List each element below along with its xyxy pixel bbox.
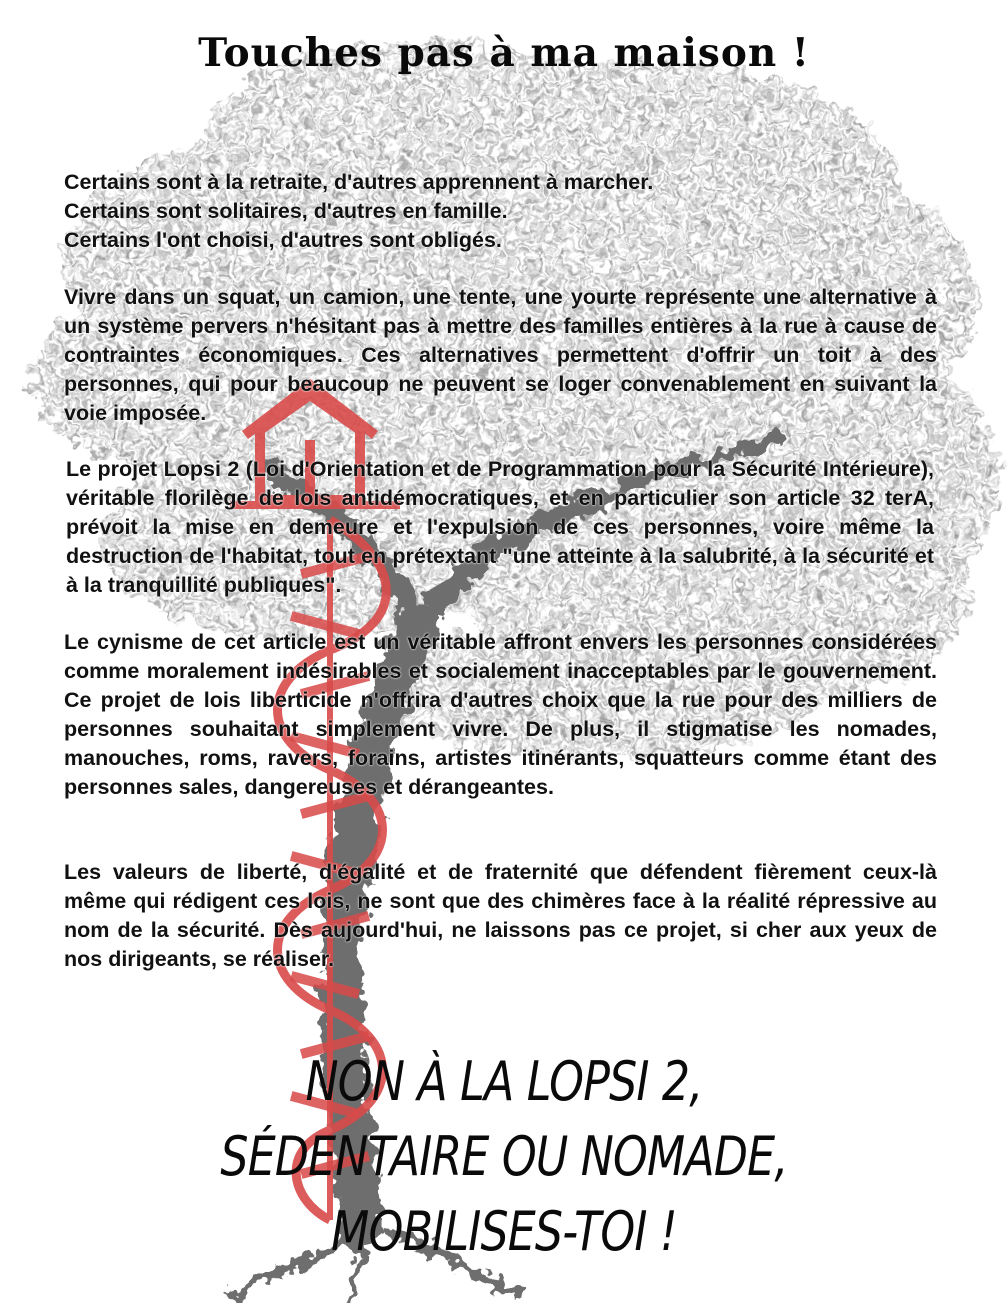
paragraph-cynisme: Le cynisme de cet article est un véritable affront envers les personnes considérées comme moralement indésirables et socialement inacceptables par le gouvernement. Ce projet de lois liberticide n'offrira d'autres choix que la rue pour des milliers de personnes souhaitant simplement vivre. De plus, il stigmatise les nomades, manouches, roms, ravers, forains, artistes itinérants, squatteurs comme étant des personnes sales, dangereuses et dérangeantes. [64, 630, 937, 799]
paragraph-lopsi: Le projet Lopsi 2 (Loi d'Orientation et de Programmation pour la Sécurité Intérieure), véritable florilège de lois antidémocratiques, et en particulier son article 32 terA, prévoit la mise en demeure et l'expulsion de ces personnes, voire même la destruction de l'habitat, tout en prétextant "une atteinte à la salubrité, à la sécurité et à la tranquillité publiques". [66, 457, 934, 597]
paragraph-alternatives: Vivre dans un squat, un camion, une tente, une yourte représente une alternative à un système pervers n'hésitant pas à mettre des familles entières à la rue à cause de contraintes économiques. Ces alternatives permettent d'offrir un toit à des personnes, qui pour beaucoup ne peuvent se loger convenablement en suivant la voie imposée. [64, 285, 937, 425]
slogan-line: SÉDENTAIRE OU NOMADE, [220, 1125, 788, 1188]
paragraph-valeurs: Les valeurs de liberté, d'égalité et de fraternité que défendent fièrement ceux-là même qui rédigent ces lois, ne sont que des chimères face à la réalité répressive au nom de la sécurité. Dès aujourd'hui, ne laissons pas ce projet, si cher aux yeux de nos dirigeants, se réaliser. [64, 860, 937, 971]
slogan-line: MOBILISES-TOI ! [331, 1200, 677, 1263]
intro-line: Certains sont solitaires, d'autres en famille. [64, 199, 508, 223]
intro-line: Certains l'ont choisi, d'autres sont obligés. [64, 228, 502, 252]
intro-line: Certains sont à la retraite, d'autres apprennent à marcher. [64, 170, 654, 194]
page-title: Touches pas à ma maison ! [198, 30, 810, 76]
intro-lines [64, 168, 937, 255]
slogan-line: NON À LA LOPSI 2, [305, 1050, 703, 1113]
